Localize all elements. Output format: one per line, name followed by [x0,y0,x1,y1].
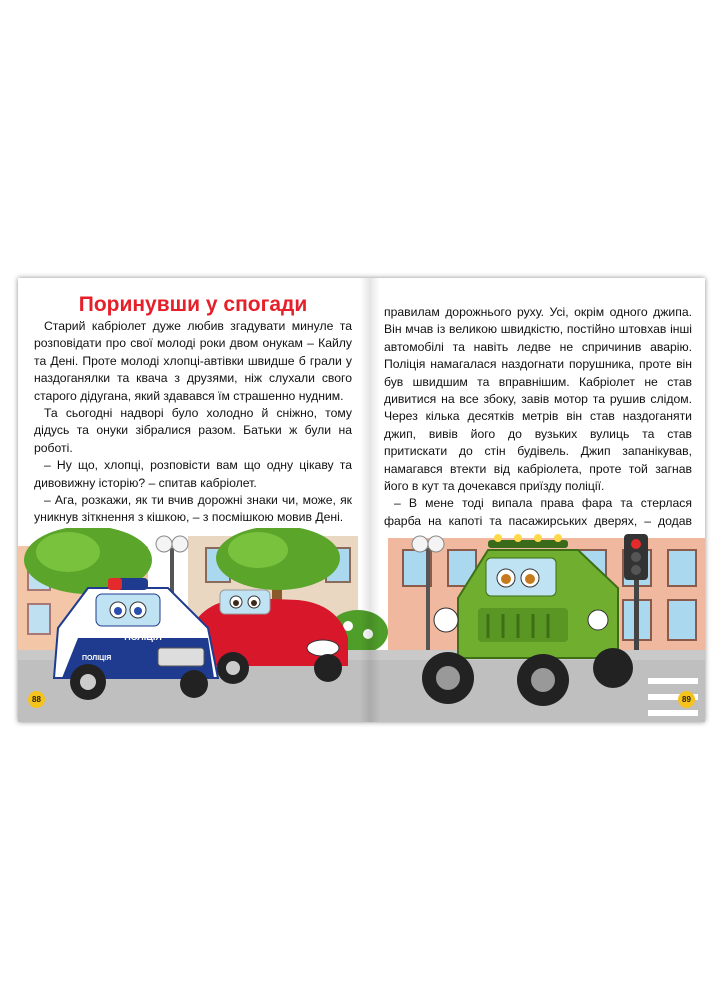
book-spread [18,278,705,722]
paragraph: Старий кабріолет дуже любив згадувати минуле та розповідати про свої молоді роки двом онукам – Кайлу та Дені. Проте молоді хлопці-автівки швидше б грали у наздоганялки та квача з друзями, ніж слухали свого старого дідугана, який здавався їм страшенно нудним. [34,319,352,403]
story-title: Поринувши у спогади [78,293,308,316]
book-spine [360,278,380,722]
paragraph: Та сьогодні надворі було холодно й сніжно, тому дідусь та онуки зібралися разом. Батьки ж були на роботі. [34,406,352,455]
paragraph: – В мене тоді випала права фара та стерлася фарба на капоті та пасажирських дверях, – додав [384,496,692,528]
police-hood-label: ПОЛІЦІЯ [124,632,162,642]
paragraph: – Ага, розкажи, як ти вчив дорожні знаки чи, може, як уникнув зіткнення з кішкою, – з посмішкою мовив Дені. [34,493,352,525]
police-door-label: ПОЛІЦІЯ [82,655,112,662]
paragraph: правилам дорожнього руху. Усі, окрім одного джипа. Він мчав із великою швидкістю, постійно штовхав інші автомобілі та навіть ледве не спричинив аварію. Поліція намагалася наздогнати порушника, проте він був швидшим та вправнішим. Кабріолет не став дивитися на все збоку, завів мотор та рушив слідом. Через кілька десятків метрів він став наздоганяти джип, вивів його до вузьких вулиць та став притискати до стін будівель. Джип запанікував, намагався втекти від кабріолета, проте той загнав його в кут та дочекався приїзду поліції. [384,305,692,494]
page-number-right: 89 [678,691,695,708]
page-number-left: 88 [28,691,45,708]
paragraph: – Ну що, хлопці, розповісти вам що одну цікаву та дивовижну історію? – спитав кабріолет. [34,458,352,490]
